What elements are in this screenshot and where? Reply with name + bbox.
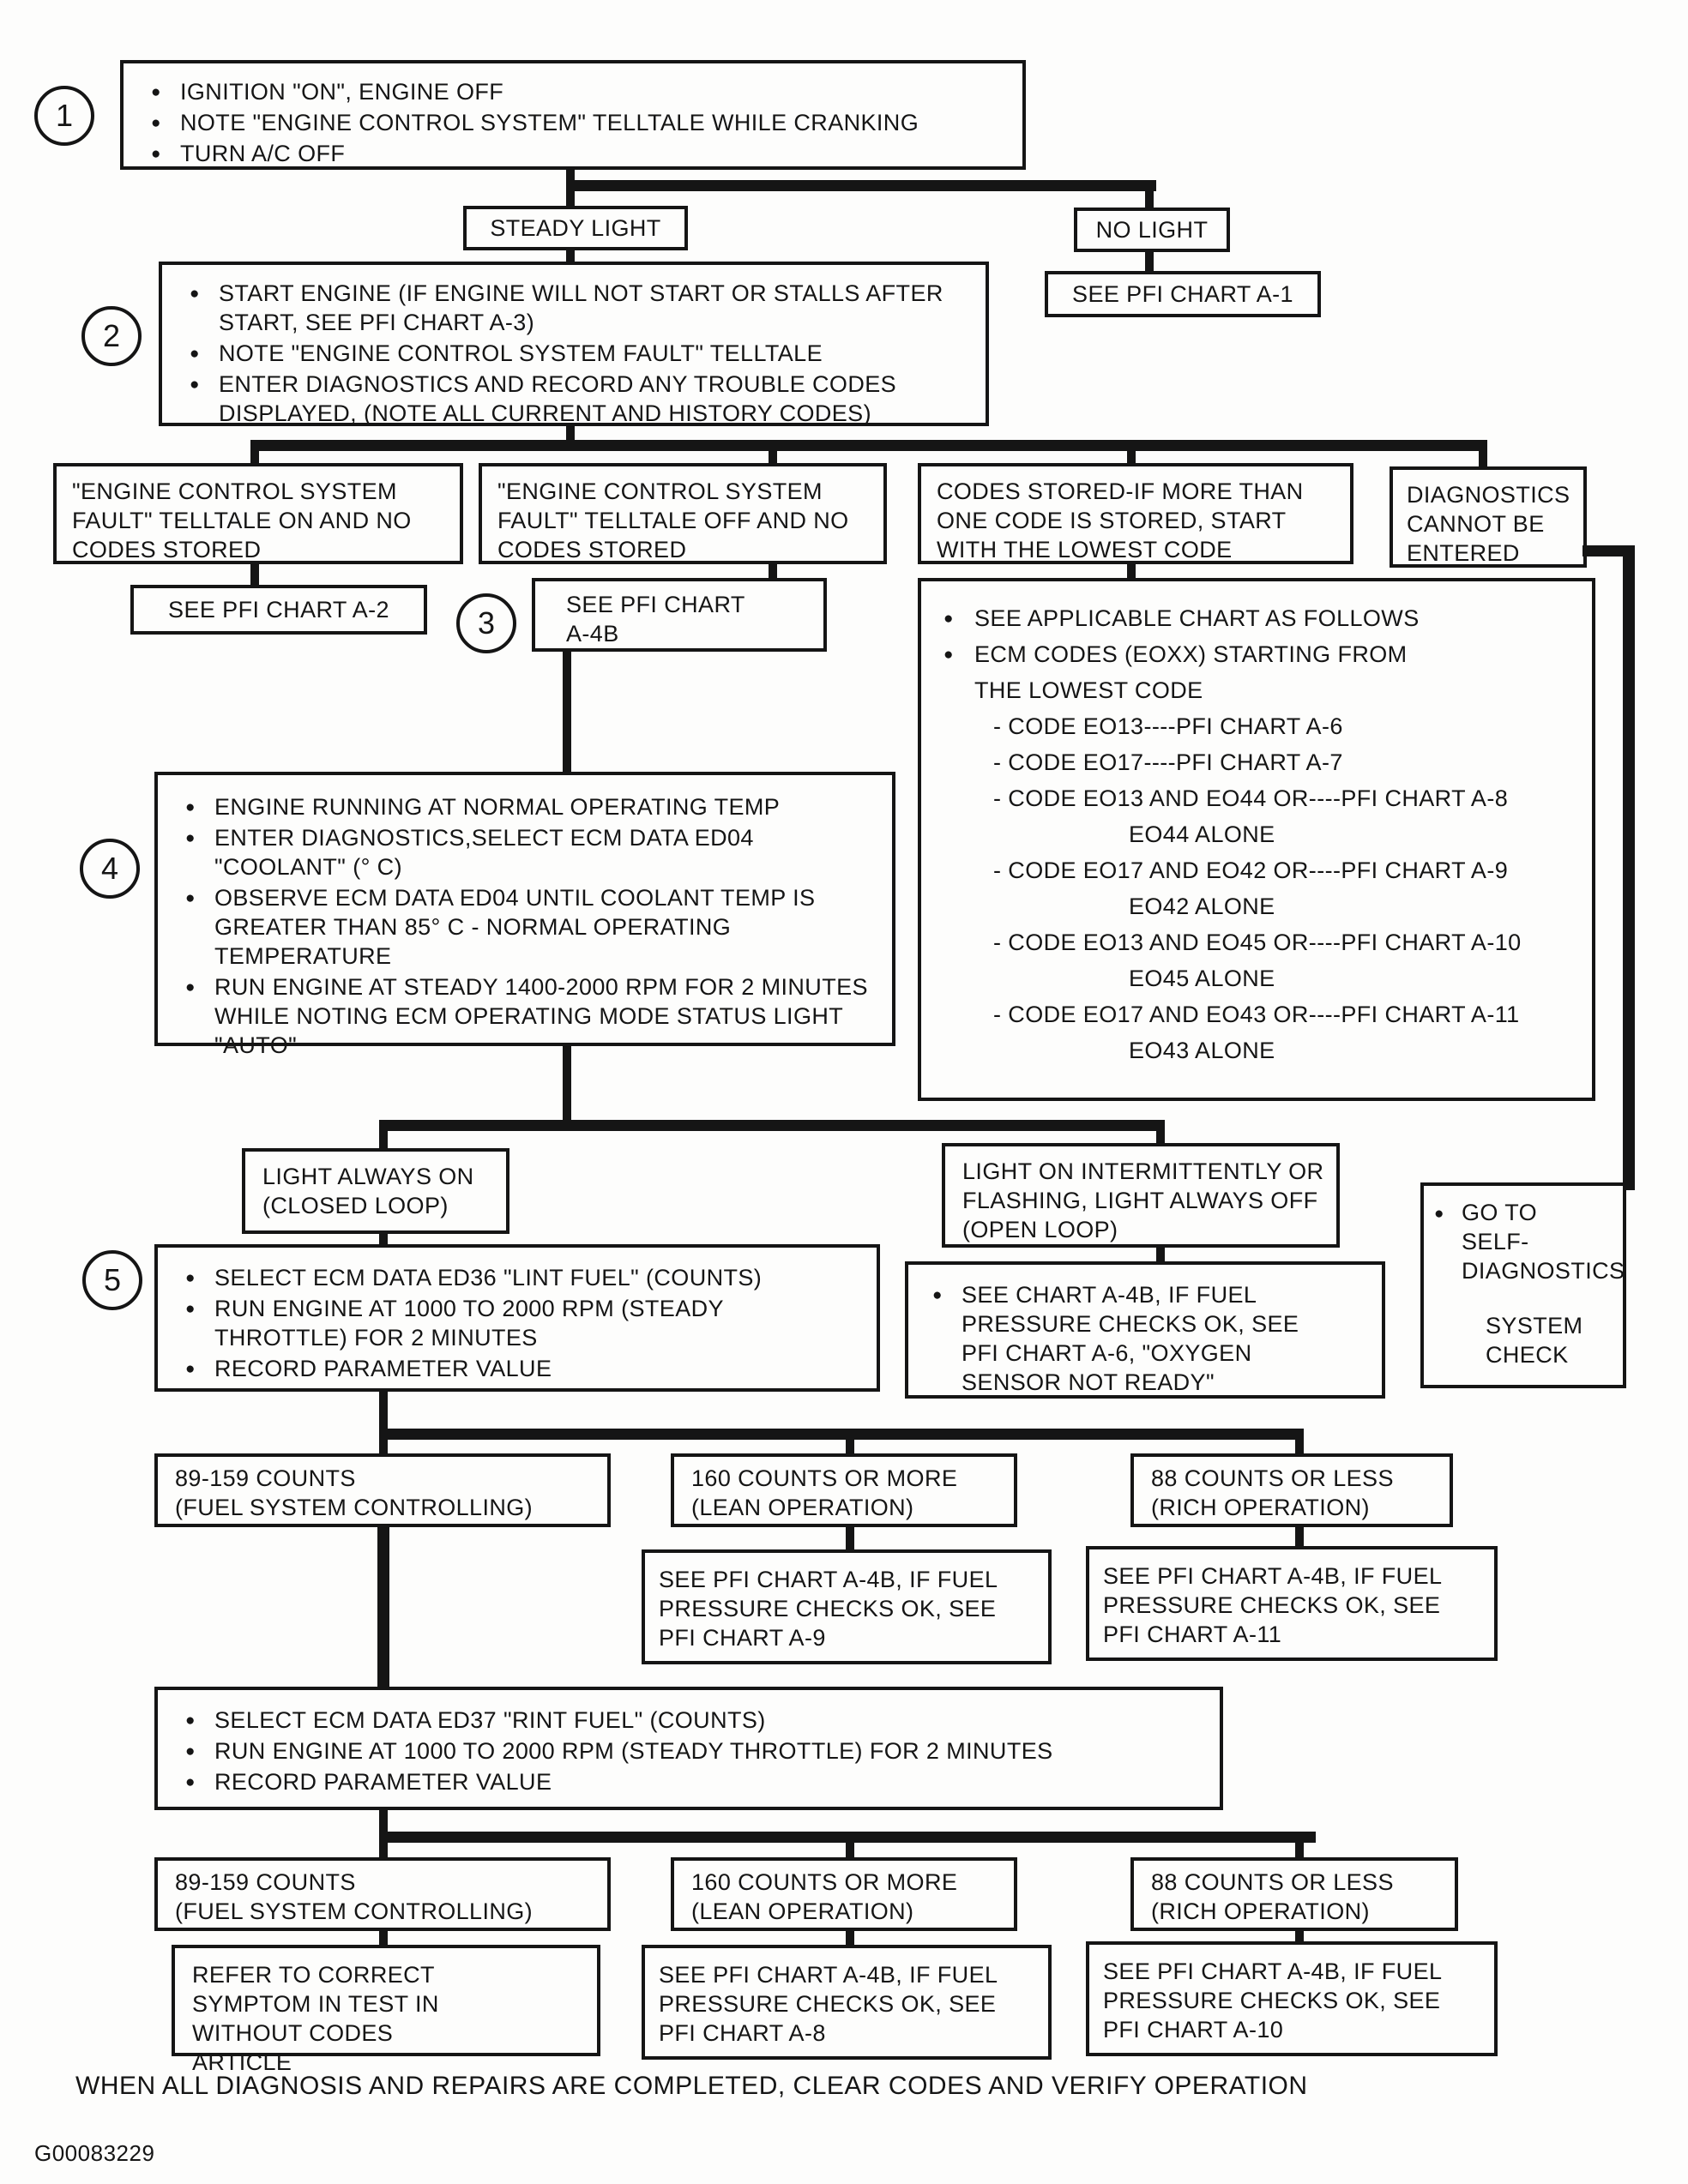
- connector-line: [379, 1438, 388, 1455]
- connector-line: [1145, 250, 1154, 273]
- ed37-bullet: ● SELECT ECM DATA ED37 "RINT FUEL" (COUNTS): [184, 1706, 1204, 1735]
- see-chart-a8-box: [642, 1945, 1052, 2060]
- step-number: 3: [477, 605, 496, 641]
- codes-line: EO45 ALONE: [1129, 966, 1275, 991]
- spacer: [1432, 1285, 1618, 1311]
- see-chart-a8-text: SEE PFI CHART A-4B, IF FUEL PRESSURE CHECKS OK, SEE PFI CHART A-8: [659, 1962, 998, 2046]
- codes-line: - CODE EO17----PFI CHART A-7: [993, 749, 1343, 775]
- step1-bullet: ● TURN A/C OFF: [149, 139, 1007, 168]
- see-chart-a10-text: SEE PFI CHART A-4B, IF FUEL PRESSURE CHECKS OK, SEE PFI CHART A-10: [1103, 1958, 1442, 2043]
- step1-bullet: ● NOTE "ENGINE CONTROL SYSTEM" TELLTALE WHILE CRANKING: [149, 108, 1007, 137]
- counts-line1: 160 COUNTS OR MORE: [691, 1465, 958, 1491]
- counts-line2: (RICH OPERATION): [1151, 1495, 1370, 1520]
- connector-line: [1295, 1527, 1304, 1546]
- step2-bullet: ● START ENGINE (IF ENGINE WILL NOT START OR STALLS AFTER START, SEE PFI CHART A-3): [188, 279, 970, 337]
- counts1-lean-box: [671, 1453, 1017, 1527]
- counts1-rich-box: [1130, 1453, 1453, 1527]
- codes-line: EO44 ALONE: [1129, 821, 1275, 847]
- see-pfi-chart-a1-box: [1045, 271, 1321, 317]
- connector-line: [250, 440, 1487, 451]
- step5-box: [154, 1244, 880, 1392]
- connector-line: [379, 1129, 388, 1150]
- no-light-box: [1074, 208, 1230, 252]
- step-circle-2: [81, 306, 142, 366]
- step2-box: [159, 262, 989, 426]
- connector-line: [1156, 1246, 1165, 1263]
- goto-line: DIAGNOSTICS: [1462, 1258, 1625, 1284]
- ed37-bullet: ● RECORD PARAMETER VALUE: [184, 1767, 1204, 1796]
- codes-line: EO43 ALONE: [1129, 1038, 1275, 1063]
- connector-line: [379, 1841, 388, 1859]
- counts2-lean-box: [671, 1857, 1017, 1931]
- connector-line: [566, 190, 575, 208]
- codes-line: - CODE EO13 AND EO45 OR----PFI CHART A-10: [993, 930, 1522, 955]
- see-chart-a9-text: SEE PFI CHART A-4B, IF FUEL PRESSURE CHECKS OK, SEE PFI CHART A-9: [659, 1567, 998, 1651]
- codes-line: - CODE EO13 AND EO44 OR----PFI CHART A-8: [993, 785, 1509, 811]
- codes-line: ● SEE APPLICABLE CHART AS FOLLOWS: [943, 600, 1578, 636]
- connector-line: [1295, 1841, 1304, 1859]
- closed-loop-box: [242, 1148, 509, 1234]
- step4-box: [154, 772, 895, 1058]
- counts-line1: 160 COUNTS OR MORE: [691, 1869, 958, 1895]
- connector-line: [846, 1527, 854, 1549]
- connector-line: [250, 564, 259, 587]
- no-light-label: NO LIGHT: [1095, 217, 1209, 243]
- connector-line: [377, 1527, 389, 1687]
- connector-line: [1145, 190, 1154, 209]
- step-circle-4: [80, 839, 140, 899]
- counts-line2: (LEAN OPERATION): [691, 1495, 914, 1520]
- telltale-on-box: [53, 463, 463, 564]
- connector-line: [379, 1120, 1165, 1131]
- connector-line: [379, 1810, 388, 1834]
- codes-line: EO42 ALONE: [1129, 893, 1275, 919]
- step5-bullet: ● SELECT ECM DATA ED36 "LINT FUEL" (COUNTS): [184, 1263, 861, 1292]
- refer-symptom-text: REFER TO CORRECT SYMPTOM IN TEST IN WITHOUT CODES ARTICLE: [192, 1962, 439, 2075]
- counts-line1: 88 COUNTS OR LESS: [1151, 1869, 1394, 1895]
- connector-line: [379, 1392, 388, 1433]
- closed-loop-line2: (CLOSED LOOP): [262, 1193, 449, 1218]
- oxygen-sensor-not-ready-box: [905, 1261, 1385, 1399]
- codes-line: - CODE EO17 AND EO43 OR----PFI CHART A-11: [993, 1002, 1520, 1027]
- ed37-bullet: ● RUN ENGINE AT 1000 TO 2000 RPM (STEADY THROTTLE) FOR 2 MINUTES: [184, 1736, 1204, 1766]
- codes-line: THE LOWEST CODE: [974, 677, 1203, 703]
- step-circle-3: [456, 593, 516, 653]
- step5-bullet: ● RUN ENGINE AT 1000 TO 2000 RPM (STEADY THROTTLE) FOR 2 MINUTES: [184, 1294, 861, 1352]
- step-number: 2: [102, 318, 121, 353]
- codes-line: ● ECM CODES (EOXX) STARTING FROM: [943, 636, 1578, 672]
- refer-symptom-box: [172, 1945, 600, 2075]
- step-number: 4: [100, 851, 119, 886]
- telltale-off-text: "ENGINE CONTROL SYSTEM FAULT" TELLTALE OFF AND NO CODES STORED: [497, 478, 849, 563]
- connector-line: [1295, 1438, 1304, 1455]
- open-loop-text: LIGHT ON INTERMITTENTLY OR FLASHING, LIGHT ALWAYS OFF (OPEN LOOP): [962, 1158, 1324, 1242]
- connector-line: [563, 652, 571, 772]
- step2-bullet: ● ENTER DIAGNOSTICS AND RECORD ANY TROUBLE CODES DISPLAYED, (NOTE ALL CURRENT AND HISTORY CODES): [188, 370, 970, 428]
- oxygen-sensor-bullet: ● SEE CHART A-4B, IF FUEL PRESSURE CHECKS OK, SEE PFI CHART A-6, "OXYGEN SENSOR NOT READY": [931, 1280, 1322, 1397]
- counts-line2: (LEAN OPERATION): [691, 1898, 914, 1924]
- counts-line2: (RICH OPERATION): [1151, 1898, 1370, 1924]
- footer-note: WHEN ALL DIAGNOSIS AND REPAIRS ARE COMPLETED, CLEAR CODES AND VERIFY OPERATION: [75, 2072, 1308, 2100]
- step-number: 1: [55, 98, 74, 133]
- connector-line: [379, 1429, 1304, 1440]
- counts-line1: 89-159 COUNTS: [175, 1465, 356, 1491]
- connector-line: [563, 1046, 571, 1125]
- diagnostics-cannot-be-entered-box: [1390, 466, 1587, 568]
- see-pfi-chart-a1-label: SEE PFI CHART A-1: [1072, 281, 1293, 307]
- counts2-fuel-system-box: [154, 1857, 611, 1931]
- steady-light-label: STEADY LIGHT: [490, 215, 661, 241]
- connector-line: [846, 1841, 854, 1859]
- closed-loop-line1: LIGHT ALWAYS ON: [262, 1164, 474, 1189]
- goto-line: SYSTEM: [1486, 1313, 1583, 1339]
- goto-line: SELF-: [1462, 1229, 1529, 1254]
- step1-bullet: ● IGNITION "ON", ENGINE OFF: [149, 77, 1007, 106]
- see-pfi-chart-a2-label: SEE PFI CHART A-2: [168, 597, 389, 623]
- counts1-fuel-system-box: [154, 1453, 611, 1527]
- connector-line: [1479, 449, 1487, 468]
- step2-bullet: ● NOTE "ENGINE CONTROL SYSTEM FAULT" TELLTALE: [188, 339, 970, 368]
- codes-stored-box: [918, 463, 1353, 564]
- connector-line: [1623, 545, 1635, 1190]
- open-loop-box: [942, 1143, 1340, 1248]
- codes-line: - CODE EO17 AND EO42 OR----PFI CHART A-9: [993, 857, 1509, 883]
- counts-line2: (FUEL SYSTEM CONTROLLING): [175, 1495, 534, 1520]
- see-chart-a9-box: [642, 1549, 1052, 1664]
- step-number: 5: [103, 1262, 122, 1297]
- see-chart-a10-box: [1086, 1941, 1498, 2056]
- step4-bullet: ● OBSERVE ECM DATA ED04 UNTIL COOLANT TEMP IS GREATER THAN 85° C - NORMAL OPERATING TEMPERATURE: [184, 883, 877, 971]
- see-pfi-chart-a2-box: [130, 585, 427, 635]
- see-pfi-chart-a4b-label: SEE PFI CHART A-4B: [566, 592, 745, 647]
- counts-line1: 88 COUNTS OR LESS: [1151, 1465, 1394, 1491]
- goto-line: CHECK: [1486, 1342, 1569, 1368]
- counts-line1: 89-159 COUNTS: [175, 1869, 356, 1895]
- figure-id: G00083229: [34, 2140, 155, 2166]
- step-circle-5: [82, 1250, 142, 1310]
- applicable-charts-box: [918, 578, 1595, 1101]
- steady-light-box: [463, 206, 688, 250]
- telltale-off-box: [479, 463, 887, 564]
- telltale-on-text: "ENGINE CONTROL SYSTEM FAULT" TELLTALE ON AND NO CODES STORED: [72, 478, 412, 563]
- step1-box: [120, 60, 1026, 170]
- connector-line: [566, 180, 1156, 191]
- goto-line: ● GO TO: [1432, 1198, 1618, 1227]
- step5-bullet: ● RECORD PARAMETER VALUE: [184, 1354, 861, 1383]
- codes-stored-text: CODES STORED-IF MORE THAN ONE CODE IS STORED, START WITH THE LOWEST CODE: [937, 478, 1304, 563]
- step-circle-1: [34, 86, 94, 146]
- connector-line: [846, 1438, 854, 1455]
- see-pfi-chart-a4b-box: [532, 578, 827, 652]
- step4-bullet: ● RUN ENGINE AT STEADY 1400-2000 RPM FOR 2 MINUTES WHILE NOTING ECM OPERATING MODE STATUS LIGHT "AUTO": [184, 972, 877, 1060]
- diagnostics-cannot-be-entered-text: DIAGNOSTICS CANNOT BE ENTERED: [1407, 482, 1570, 566]
- step4-bullet: ● ENGINE RUNNING AT NORMAL OPERATING TEMP: [184, 792, 877, 821]
- see-chart-a11-box: [1086, 1546, 1498, 1661]
- counts-line2: (FUEL SYSTEM CONTROLLING): [175, 1898, 534, 1924]
- counts2-rich-box: [1130, 1857, 1458, 1931]
- step4-bullet: ● ENTER DIAGNOSTICS,SELECT ECM DATA ED04 "COOLANT" (° C): [184, 823, 877, 881]
- see-chart-a11-text: SEE PFI CHART A-4B, IF FUEL PRESSURE CHECKS OK, SEE PFI CHART A-11: [1103, 1563, 1442, 1647]
- ed37-box: [154, 1687, 1223, 1810]
- go-to-self-diagnostics-box: [1420, 1182, 1626, 1388]
- codes-line: - CODE EO13----PFI CHART A-6: [993, 713, 1343, 739]
